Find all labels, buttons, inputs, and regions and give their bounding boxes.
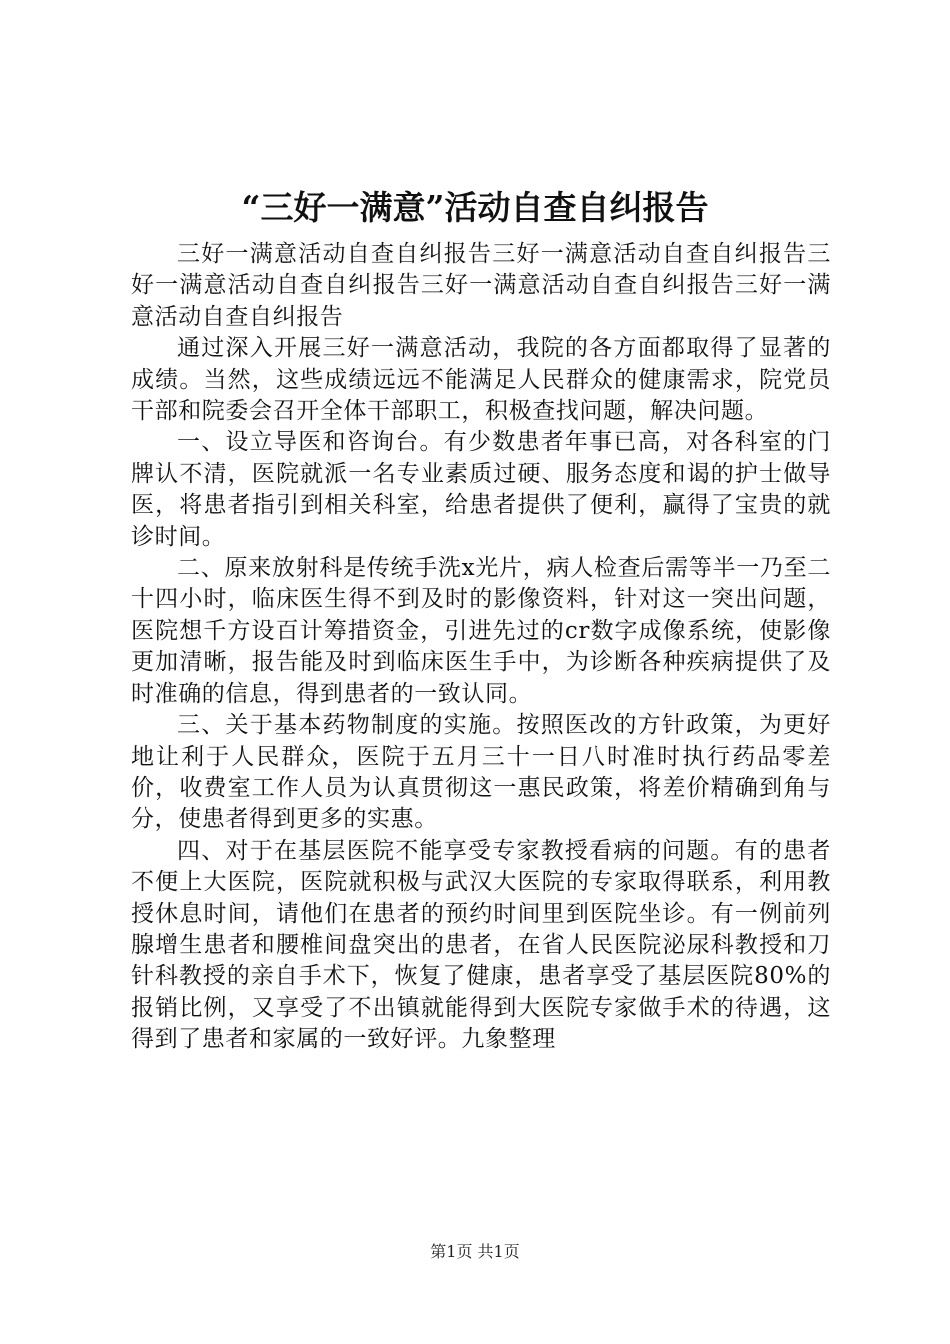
paragraph-heading-repeat: 三好一满意活动自查自纠报告三好一满意活动自查自纠报告三好一满意活动自查自纠报告三好一满意活动自查自纠报告三好一满意活动自查自纠报告 [131,241,831,330]
paragraph-intro: 通过深入开展三好一满意活动，我院的各方面都取得了显著的成绩。当然，这些成绩远远不能满足人民群众的健康需求，院党员干部和院委会召开全体干部职工，积极查找问题，解决问题。 [131,335,831,425]
page-number-footer: 第1页 共1页 [430,1242,520,1261]
paragraph-item-4: 四、对于在基层医院不能享受专家教授看病的问题。有的患者不便上大医院，医院就积极与武汉大医院的专家取得联系，利用教授休息时间，请他们在患者的预约时间里到医院坐诊。有一例前列腺增生患者和腰椎间盘突出的患者，在省人民医院泌尿科教授和刀针科教授的亲自手术下，恢复了健康，患者享受了基层医院80%的报销比例，又享受了不出镇就能得到大医院专家做手术的待遇，这得到了患者和家属的一致好评。九象整理 [131,837,831,1053]
paragraph-item-3: 三、关于基本药物制度的实施。按照医改的方针政策，为更好地让利于人民群众，医院于五月三十一日八时准时执行药品零差价，收费室工作人员为认真贯彻这一惠民政策，将差价精确到角与分，使患者得到更多的实惠。 [131,712,831,833]
document-body [131,239,831,1056]
paragraph-item-1: 一、设立导医和咨询台。有少数患者年事已高，对各科室的门牌认不清，医院就派一名专业素质过硬、服务态度和谒的护士做导医，将患者指引到相关科室，给患者提供了便利，赢得了宝贵的就诊时间。 [131,429,831,550]
paragraph-item-2: 二、原来放射科是传统手洗x光片，病人检查后需等半一乃至二十四小时，临床医生得不到及时的影像资料，针对这一突出问题，医院想千方设百计筹措资金，引进先过的cr数字成像系统，使影像更加清晰，报告能及时到临床医生手中，为诊断各种疾病提供了及时准确的信息，得到患者的一致认同。 [131,555,831,707]
document-title: “三好一满意”活动自查自纠报告 [241,188,709,227]
